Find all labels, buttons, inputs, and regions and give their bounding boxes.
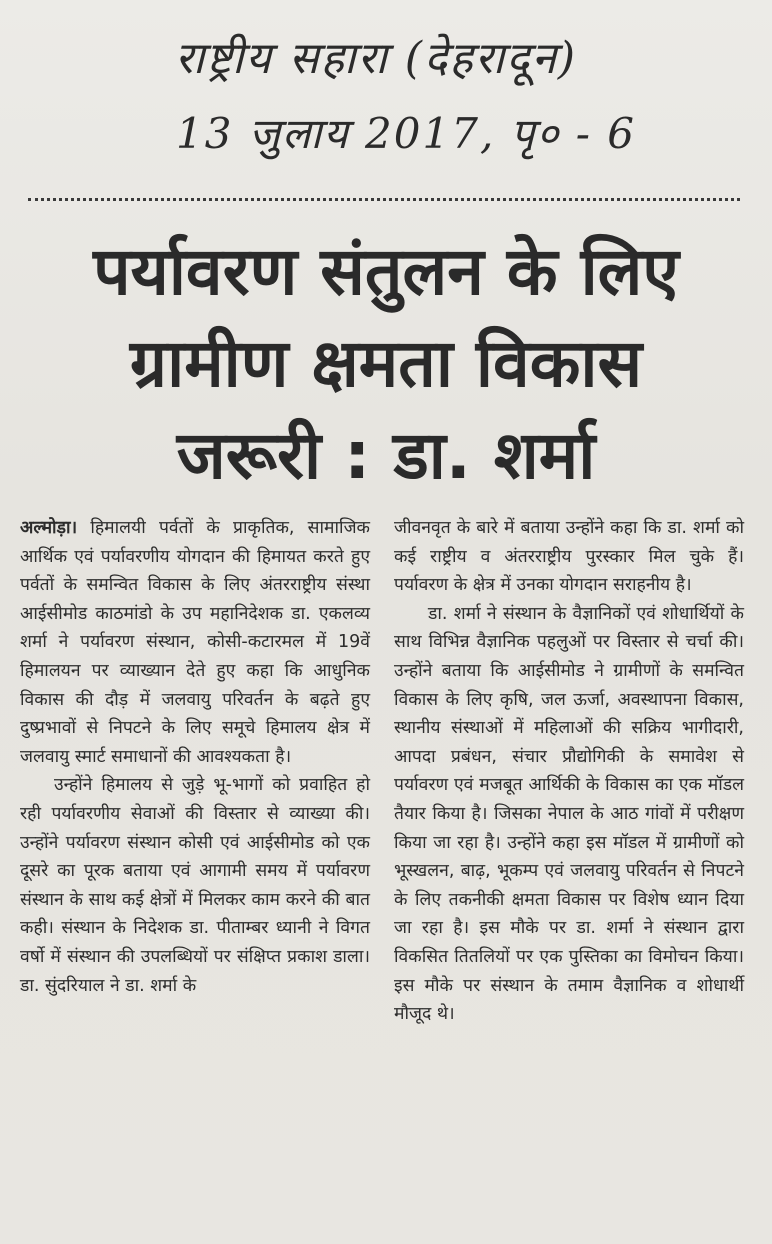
headline-line-1: पर्यावरण संतुलन के लिए — [93, 233, 679, 310]
article-body — [20, 514, 760, 1234]
handwritten-date: 13 जुलाय 2017, पृ० - 6 — [176, 109, 636, 158]
dateline: अल्मोड़ा। — [20, 518, 78, 538]
article-column-right — [394, 514, 744, 1029]
headline-line-3: जरूरी : डा. शर्मा — [176, 417, 596, 494]
article-column-left — [20, 514, 370, 1000]
headline-line-2: ग्रामीण क्षमता विकास — [129, 325, 643, 402]
paragraph-text: हिमालयी पर्वतों के प्राकृतिक, सामाजिक आर्थिक एवं पर्यावरणीय योगदान की हिमायत करते हुए पर्वतों के समन्वित विकास के लिए अंतरराष्ट्रीय संस्था आईसीमोड काठमांडो के उप महानिदेशक डा. एकलव्य शर्मा ने पर्यावरण संस्थान, कोसी-कटारमल में 19वें हिमालयन पर व्याख्यान देते हुए कहा कि आधुनिक विकास की दौड़ में जलवायु परिवर्तन के बढ़ते हुए दुष्प्रभावों से निपटने के लिए समूचे हिमालय क्षेत्र में जलवायु स्मार्ट समाधानों की आवश्यकता है। — [20, 518, 370, 767]
article-paragraph — [20, 514, 370, 771]
article-paragraph: डा. शर्मा ने संस्थान के वैज्ञानिकों एवं शोधार्थियों के साथ विभिन्न वैज्ञानिक पहलुओं पर विस्तार से चर्चा की। उन्होंने बताया कि आईसीमोड ने ग्रामीणों के समन्वित विकास के लिए कृषि, जल ऊर्जा, अवस्थापना विकास, स्थानीय संस्थाओं में महिलाओं की सक्रिय भागीदारी, आपदा प्रबंधन, संचार प्रौद्योगिकी के समावेश से पर्यावरण एवं मजबूत आर्थिकी के विकास का एक मॉडल तैयार किया है। जिसका नेपाल के आठ गांवों में परीक्षण किया जा रहा है। उन्होंने कहा इस मॉडल में ग्रामीणों को भूस्खलन, बाढ़, भूकम्प एवं जलवायु परिवर्तन से निपटने के लिए तकनीकी क्षमता विकास पर विशेष ध्यान दिया जा रहा है। इस मौके पर डा. शर्मा ने संस्थान द्वारा विकसित तितलियों पर एक पुस्तिका का विमोचन किया। इस मौके पर संस्थान के तमाम वैज्ञानिक व शोधार्थी मौजूद थे। — [394, 603, 744, 1025]
article-paragraph: जीवनवृत के बारे में बताया उन्होंने कहा कि डा. शर्मा को कई राष्ट्रीय व अंतरराष्ट्रीय पुरस्कार मिल चुके हैं। पर्यावरण के क्षेत्र में उनका योगदान सराहनीय है। — [394, 518, 744, 596]
headline — [0, 226, 772, 502]
article-paragraph: उन्होंने हिमालय से जुड़े भू-भागों को प्रवाहित हो रही पर्यावरणीय सेवाओं की विस्तार से व्याख्या की। उन्होंने पर्यावरण संस्थान कोसी एवं आईसीमोड को एक दूसरे का पूरक बताया एवं आगामी समय में पर्यावरण संस्थान के साथ कई क्षेत्रों में मिलकर काम करने की बात कही। संस्थान के निदेशक डा. पीताम्बर ध्यानी ने विगत वर्षो में संस्थान की उपलब्धियों पर संक्षिप्त प्रकाश डाला। डा. सुंदरियाल ने डा. शर्मा के — [20, 775, 370, 996]
dotted-divider — [28, 198, 740, 201]
handwritten-source: राष्ट्रीय सहारा (देहरादून) — [174, 33, 578, 84]
